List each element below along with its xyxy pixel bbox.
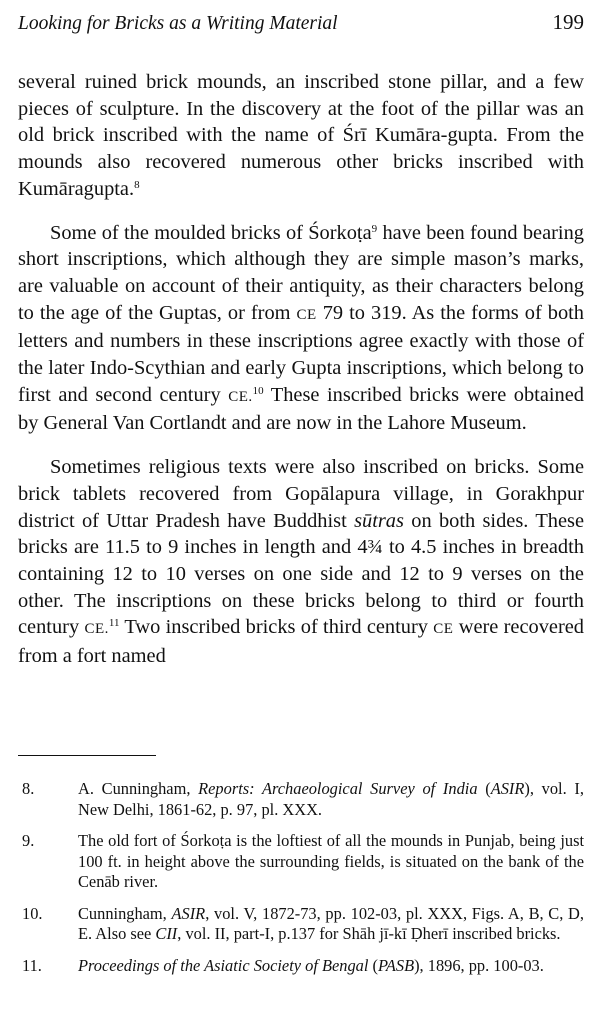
text-run: (: [368, 955, 378, 975]
footnote-text: [78, 904, 584, 945]
footnote-ref-10[interactable]: 10: [252, 384, 264, 397]
footnote-10: [18, 904, 584, 945]
era-abbreviation: CE: [433, 621, 454, 638]
era-abbreviation: CE: [296, 306, 317, 323]
footnote-text: [78, 779, 584, 820]
main-text: [18, 69, 584, 670]
era-abbreviation: CE.: [84, 621, 109, 638]
text-run: several ruined brick mounds, an inscribed stone pillar, and a few pieces of sculpture. In the discovery at the foot of the pillar was an old brick inscribed with the name of Śrī Kumāra-gupta. From the mounds also recovered numerous other bricks inscribed with Kumāragupta.: [18, 71, 584, 200]
italic-term: sūtras: [354, 509, 404, 532]
era-abbreviation: CE.: [228, 388, 253, 405]
footnote-ref-9[interactable]: 9: [371, 222, 378, 235]
running-title: Looking for Bricks as a Writing Material: [18, 13, 338, 34]
text-run: , vol. V, 1872-73, pp. 102-03, pl. XXX, Figs. A, B, C, D, E. Also see: [78, 903, 584, 943]
footnote-9: [18, 831, 584, 893]
paragraph-1: [18, 69, 584, 203]
text-run: Cunningham,: [78, 903, 172, 923]
text-run: ), 1896, pp. 100-03.: [414, 955, 544, 975]
paragraph-2: [18, 220, 584, 438]
footnote-number: 8.: [22, 779, 35, 798]
footnote-number: 10.: [22, 903, 43, 923]
footnote-divider: [18, 755, 156, 756]
text-run: These inscribed bricks were obtained by General Van Cortlandt and are now in the Lahore Museum.: [18, 383, 584, 435]
text-run: (: [477, 779, 491, 798]
italic-title: Proceedings of the Asiatic Society of Bengal: [78, 955, 369, 975]
footnote-ref-8[interactable]: 8: [134, 178, 140, 191]
footnote-11: [18, 956, 584, 977]
footnote-text: [78, 956, 584, 977]
footnote-8: [18, 779, 584, 820]
page-number: 199: [552, 10, 584, 34]
footnotes: [18, 779, 584, 976]
text-run: 79 to 319. As the forms of both letters and numbers in these inscriptions agree exactly with those of the later Indo-Scythian and early Gupta inscriptions, which belong to first and second century: [18, 301, 584, 406]
footnote-number: 11.: [22, 955, 42, 975]
italic-abbrev: CII: [155, 924, 178, 943]
footnote-ref-11[interactable]: 11: [108, 617, 120, 630]
text-run: , vol. II, part-I, p.137 for Shāh jī-kī Ḍherī inscribed bricks.: [177, 924, 561, 943]
footnote-text: The old fort of Śorkoṭa is the loftiest of all the mounds in Punjab, being just 100 ft. in height above the surrounding fields, is situated on the bank of the Cenāb river.: [78, 831, 584, 891]
text-run: were recovered from a fort named: [18, 616, 584, 668]
paragraph-3: [18, 454, 584, 670]
text-run: A. Cunningham,: [78, 779, 199, 798]
text-run: have been found bearing short inscriptions, which although they are simple mason’s marks, are valuable on account of their antiquity, as their characters belong to the age of the Guptas, or from: [18, 221, 584, 324]
text-run: Some of the moulded bricks of Śorkoṭa: [50, 221, 372, 244]
running-header: [18, 10, 584, 40]
italic-abbrev: ASIR: [490, 779, 525, 798]
italic-title: Reports: Archaeological Survey of India: [198, 779, 478, 798]
italic-abbrev: ASIR: [171, 903, 206, 923]
text-run: Sometimes religious texts were also inscribed on bricks. Some brick tablets recovered from Gopālapura village, in Gorakhpur district of Uttar Pradesh have Buddhist: [18, 456, 584, 532]
footnote-number: 9.: [22, 831, 35, 850]
text-run: ), vol. I, New Delhi, 1861-62, p. 97, pl. XXX.: [78, 779, 584, 819]
text-run: Two inscribed bricks of third century: [119, 616, 434, 639]
text-run: on both sides. These bricks are 11.5 to 9 inches in length and 4¾ to 4.5 inches in breadth containing 12 to 10 verses on one side and 12 to 9 verses on the other. The inscriptions on these bricks belong to third or fourth century: [18, 509, 585, 639]
italic-abbrev: PASB: [377, 955, 415, 975]
